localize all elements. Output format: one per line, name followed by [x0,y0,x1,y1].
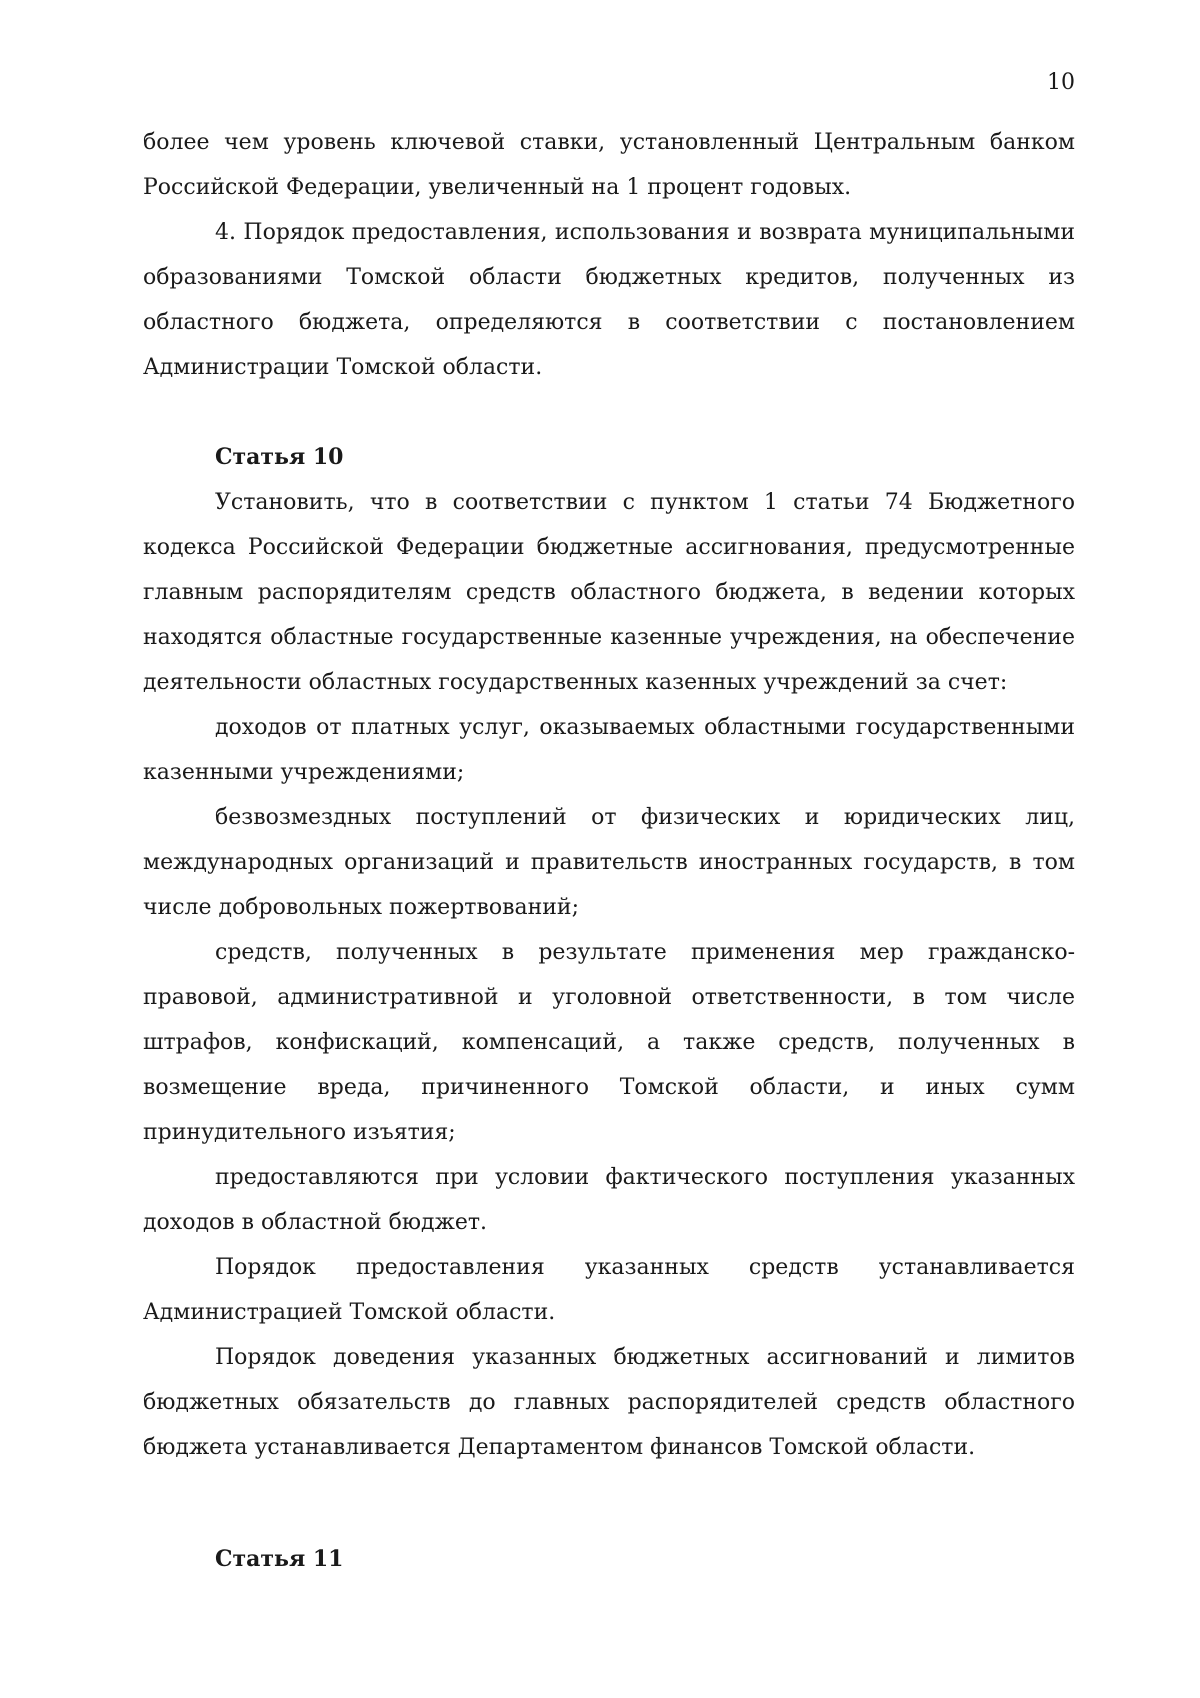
article-10-paragraph-7: Порядок доведения указанных бюджетных ассигнований и лимитов бюджетных обязательств до главных распорядителей средств областного бюджета устанавливается Департаментом финансов Томской области. [143,1345,1075,1460]
article-10-paragraph-6: Порядок предоставления указанных средств устанавливается Администрацией Томской области. [143,1255,1075,1325]
article-10-paragraph-3: безвозмездных поступлений от физических и юридических лиц, международных организаций и правительств иностранных государств, в том числе добровольных пожертвований; [143,805,1075,920]
article-10-paragraph-5: предоставляются при условии фактического поступления указанных доходов в областной бюджет. [143,1165,1075,1235]
page-number: 10 [1047,70,1075,95]
article-11-heading: Статья 11 [215,1546,344,1572]
paragraph-continuation: более чем уровень ключевой ставки, установленный Центральным банком Российской Федерации, увеличенный на 1 процент годовых. [143,130,1075,200]
article-10-paragraph-4: средств, полученных в результате применения мер гражданско-правовой, административной и уголовной ответственности, в том числе штрафов, конфискаций, компенсаций, а также средств, полученных в возмещение вреда, причиненного Томской области, и иных сумм принудительного изъятия; [143,940,1075,1145]
article-10-paragraph-2: доходов от платных услуг, оказываемых областными государственными казенными учреждениями; [143,715,1075,785]
article-10-heading: Статья 10 [215,444,344,470]
paragraph-item-4: 4. Порядок предоставления, использования и возврата муниципальными образованиями Томской области бюджетных кредитов, полученных из областного бюджета, определяются в соответствии с постановлением Администрации Томской области. [143,220,1075,380]
document-body [143,120,1075,1582]
article-10-paragraph-1: Установить, что в соответствии с пунктом 1 статьи 74 Бюджетного кодекса Российской Федерации бюджетные ассигнования, предусмотренные главным распорядителям средств областного бюджета, в ведении которых находятся областные государственные казенные учреждения, на обеспечение деятельности областных государственных казенных учреждений за счет: [143,490,1075,695]
